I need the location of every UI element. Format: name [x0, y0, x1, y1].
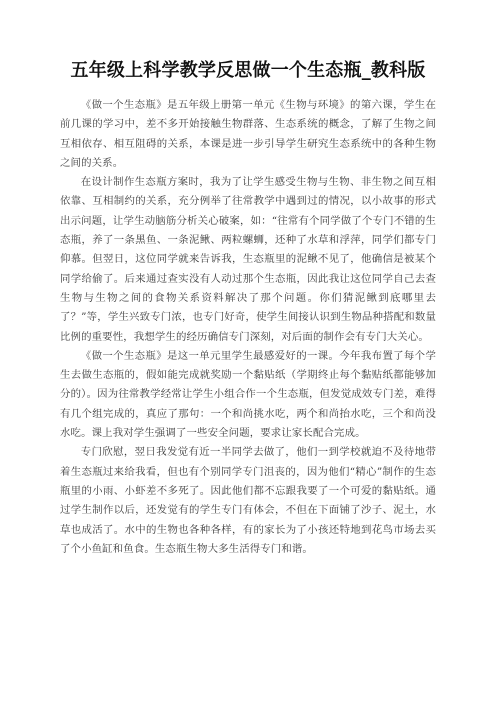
paragraph-1: 《做一个生态瓶》是五年级上册第一单元《生物与环境》的第六课，学生在前几课的学习中，差不多开始接触生物群落、生态系统的概念，了解了生物之间互相依存、相互阻碍的关系，本课是进一步引导学生研究生态系统中的各种生物之间的关系。 [60, 99, 436, 169]
document-body [60, 96, 436, 559]
document-title: 五年级上科学教学反思做一个生态瓶_教科版 [70, 60, 426, 81]
paragraph-2: 在设计制作生态瓶方案时，我为了让学生感受生物与生物、非生物之间互相依靠、互相制约的关系，充分例举了往常教学中遇到过的情况，以小故事的形式出示问题，让学生动脑筋分析关心破案，如：“往常有个同学做了个专门不错的生态瓶，养了一条黑鱼、一条泥鳅、两粒螺蛳，还种了水草和浮萍，同学们都专门仰慕。但翌日，这位同学就来告诉我，生态瓶里的泥鳅不见了，他确信是被某个同学给偷了。后来通过查实没有人动过那个生态瓶，因此我让这位同学自己去查生物与生物之间的食物关系资料解决了那个问题。你们猜泥鳅到底哪里去了？”等，学生兴致专门浓，也专门好奇，使学生间接认识到生物品种搭配和数量比例的重要性，我想学生的经历确信专门深刻，对后面的制作会有专门大关心。 [60, 176, 436, 343]
paragraph-4: 专门欣慰，翌日我发觉有近一半同学去做了，他们一到学校就迫不及待地带着生态瓶过来给我看，但也有个别同学专门沮丧的，因为他们“精心”制作的生态瓶里的小雨、小虾差不多死了。因此他们都不忘跟我要了一个可爱的黏贴纸。通过学生制作以后，还发觉有的学生专门有体会，不但在下面铺了沙子、泥土，水草也成活了。水中的生物也各种各样，有的家长为了小孩还特地到花鸟市场去买了个小鱼缸和鱼食。生态瓶生物大多生活得专门和谐。 [60, 446, 436, 555]
paragraph-3: 《做一个生态瓶》是这一单元里学生最感爱好的一课。今年我布置了每个学生去做生态瓶的，假如能完成就奖励一个黏贴纸（学期终止每个黏贴纸都能够加分的）。因为往常教学经常让学生小组合作一个生态瓶，但发觉成效专门差，难得有几个组完成的，真应了那句：一个和尚挑水吃，两个和尚抬水吃，三个和尚没水吃。课上我对学生强调了一些安全问题，要求让家长配合完成。 [60, 349, 436, 440]
